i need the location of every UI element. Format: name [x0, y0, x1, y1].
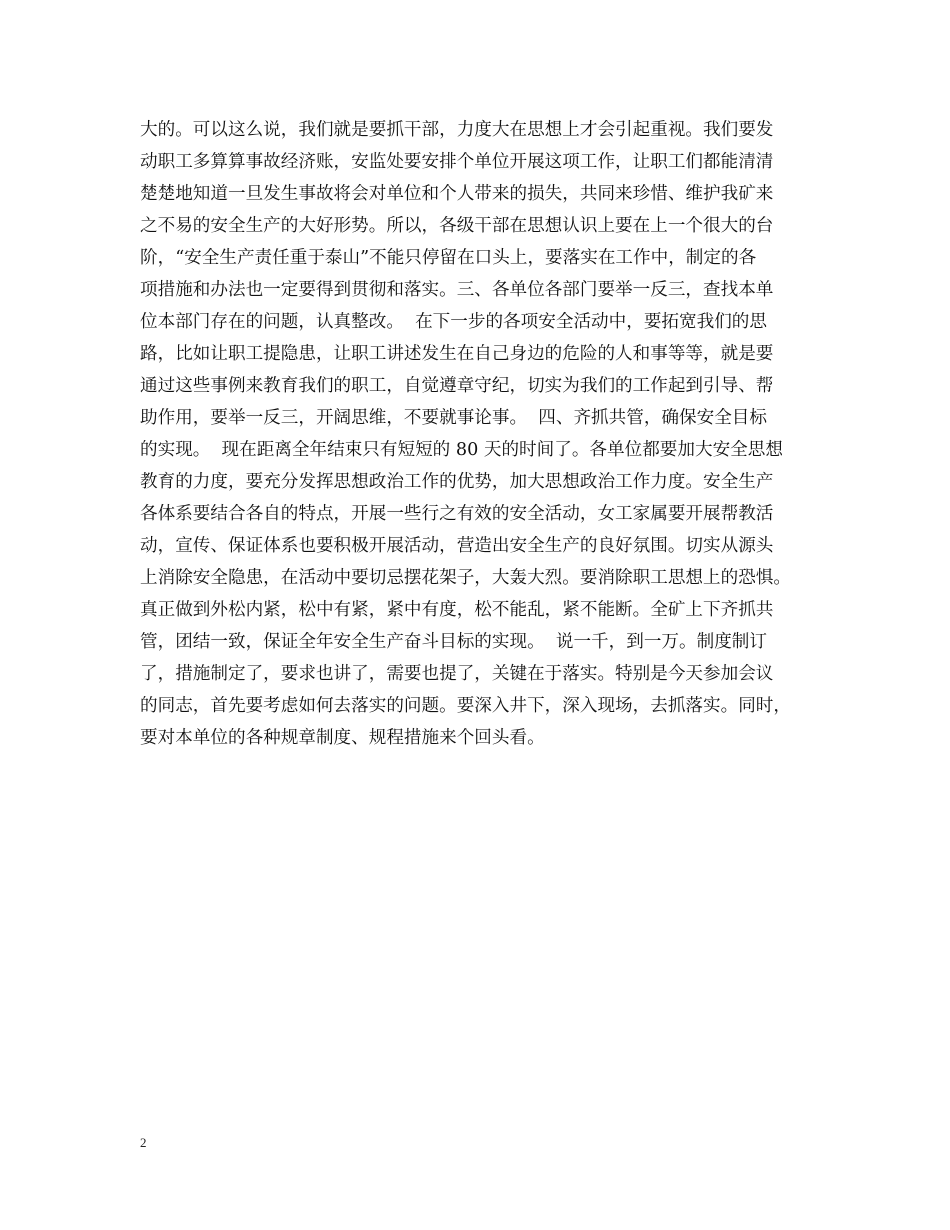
text-line: 的实现。 现在距离全年结束只有短短的 80 天的时间了。各单位都要加大安全思想: [140, 440, 783, 460]
text-line: 之不易的安全生产的大好形势。所以，各级干部在思想认识上要在上一个很大的台: [140, 216, 774, 236]
page-number: 2: [140, 1135, 147, 1150]
text-line: 要对本单位的各种规章制度、规程措施来个回头看。: [140, 728, 545, 748]
body-text: [140, 114, 830, 754]
text-line: 了，措施制定了，要求也讲了，需要也提了，关键在于落实。特别是今天参加会议: [140, 664, 774, 684]
text-line: 动，宣传、保证体系也要积极开展活动，营造出安全生产的良好氛围。切实从源头: [140, 536, 774, 556]
text-line: 通过这些事例来教育我们的职工，自觉遵章守纪，切实为我们的工作起到引导、帮: [140, 376, 774, 396]
text-line: 位本部门存在的问题，认真整改。 在下一步的各项安全活动中，要拓宽我们的思: [140, 312, 767, 332]
text-line: 项措施和办法也一定要得到贯彻和落实。三、各单位各部门要举一反三，查找本单: [140, 280, 774, 300]
text-line: 大的。可以这么说，我们就是要抓干部，力度大在思想上才会引起重视。我们要发: [140, 120, 774, 140]
text-line: 各体系要结合各自的特点，开展一些行之有效的安全活动，女工家属要开展帮教活: [140, 504, 774, 524]
text-line: 上消除安全隐患，在活动中要切忌摆花架子，大轰大烈。要消除职工思想上的恐惧。: [140, 568, 791, 588]
text-line: 动职工多算算事故经济账，安监处要安排个单位开展这项工作，让职工们都能清清: [140, 152, 774, 172]
text-line: 路，比如让职工提隐患，让职工讲述发生在自己身边的危险的人和事等等，就是要: [140, 344, 774, 364]
text-line: 楚楚地知道一旦发生事故将会对单位和个人带来的损失，共同来珍惜、维护我矿来: [140, 184, 774, 204]
text-line: 的同志，首先要考虑如何去落实的问题。要深入井下，深入现场，去抓落实。同时，: [140, 696, 791, 716]
text-line: 助作用，要举一反三，开阔思维，不要就事论事。 四、齐抓共管，确保安全目标: [140, 408, 767, 428]
text-line: 真正做到外松内紧，松中有紧，紧中有度，松不能乱，紧不能断。全矿上下齐抓共: [140, 600, 774, 620]
text-line: 阶，“安全生产责任重于泰山”不能只停留在口头上，要落实在工作中，制定的各: [140, 248, 757, 268]
text-line: 管，团结一致，保证全年安全生产奋斗目标的实现。 说一千，到一万。制度制订: [140, 632, 767, 652]
text-line: 教育的力度，要充分发挥思想政治工作的优势，加大思想政治工作力度。安全生产: [140, 472, 774, 492]
